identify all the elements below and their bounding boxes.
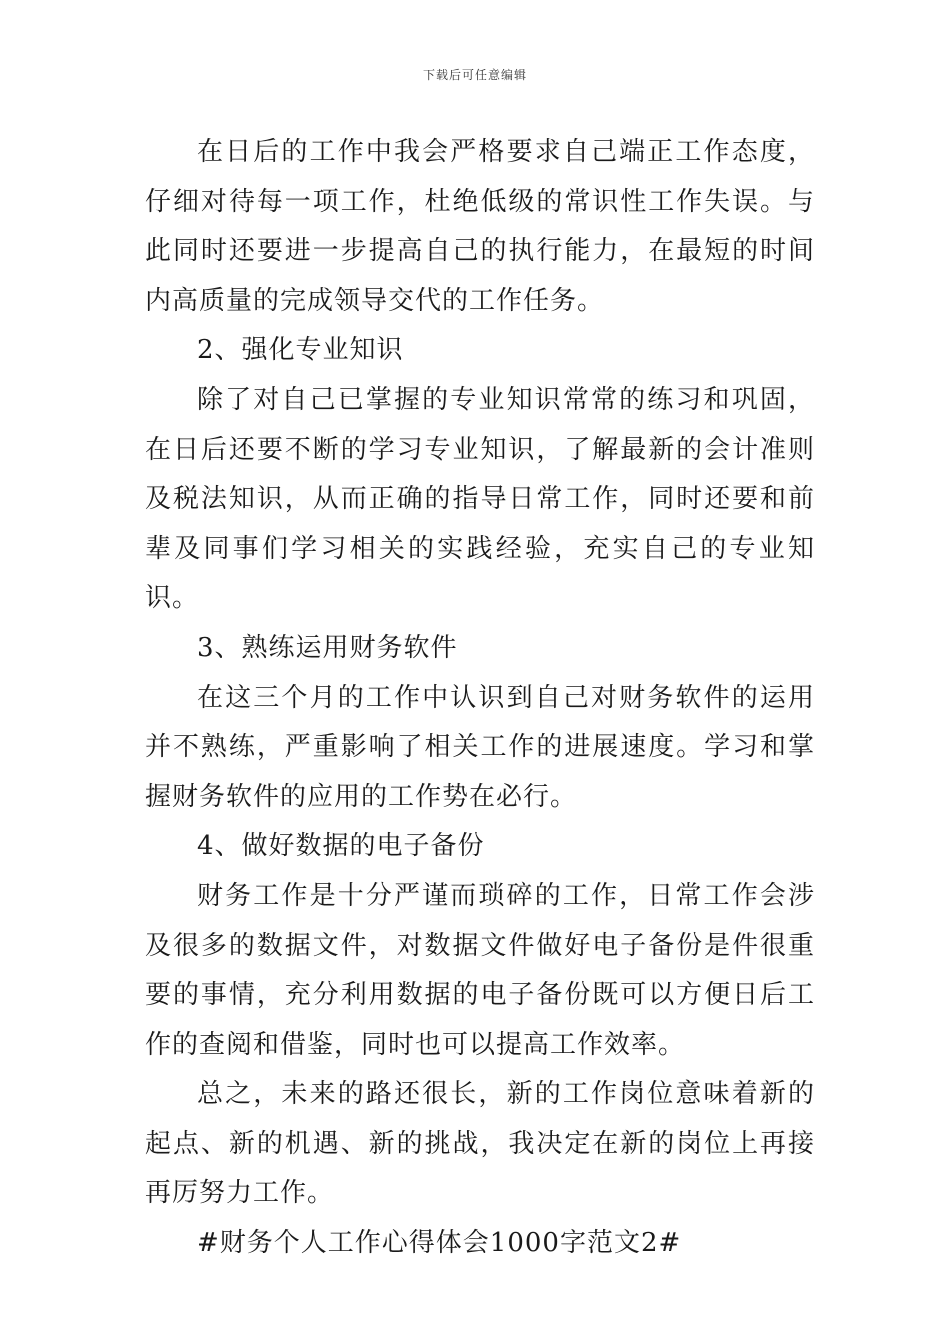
paragraph-professional-knowledge: 除了对自己已掌握的专业知识常常的练习和巩固，在日后还要不断的学习专业知识，了解最新的会计准则及税法知识，从而正确的指导日常工作，同时还要和前辈及同事们学习相关的实践经验，充实自己的专业知识。: [145, 384, 815, 614]
paragraph-conclusion: 总之，未来的路还很长，新的工作岗位意味着新的起点、新的机遇、新的挑战，我决定在新的岗位上再接再厉努力工作。: [145, 1079, 815, 1209]
next-article-title: #财务个人工作心得体会1000字范文2#: [197, 1228, 682, 1259]
document-body: [145, 128, 815, 1269]
section-heading-4: 4、做好数据的电子备份: [197, 831, 485, 862]
paragraph-commitment: 在日后的工作中我会严格要求自己端正工作态度，仔细对待每一项工作，杜绝低级的常识性工作失误。与此同时还要进一步提高自己的执行能力，在最短的时间内高质量的完成领导交代的工作任务。: [145, 137, 815, 316]
header-note: 下载后可任意编辑: [422, 68, 527, 82]
section-heading-2: 2、强化专业知识: [197, 335, 404, 366]
paragraph-finance-software: 在这三个月的工作中认识到自己对财务软件的运用并不熟练，严重影响了相关工作的进展速度。学习和掌握财务软件的应用的工作势在必行。: [145, 682, 815, 812]
paragraph-data-backup: 财务工作是十分严谨而琐碎的工作，日常工作会涉及很多的数据文件，对数据文件做好电子备份是件很重要的事情，充分利用数据的电子备份既可以方便日后工作的查阅和借鉴，同时也可以提高工作效率。: [145, 880, 815, 1060]
section-heading-3: 3、熟练运用财务软件: [197, 632, 458, 663]
